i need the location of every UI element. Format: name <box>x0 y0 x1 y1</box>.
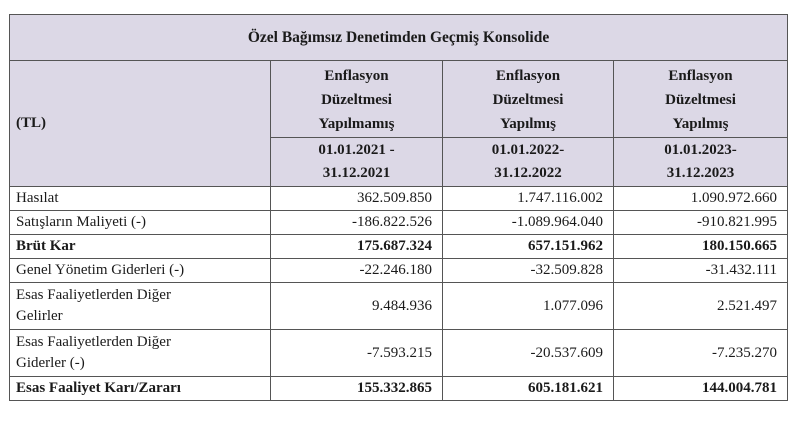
row-value: -31.432.111 <box>614 259 788 283</box>
table-row <box>10 259 788 283</box>
row-label-line: Genel Yönetim Giderleri (-) <box>16 262 185 278</box>
column-header-line: Düzeltmesi <box>492 92 564 108</box>
title-row <box>10 15 788 61</box>
row-value: 1.090.972.660 <box>614 187 788 211</box>
period-line: 01.01.2021 - <box>318 142 395 158</box>
row-label <box>10 235 271 259</box>
table-row <box>10 283 788 330</box>
column-header-line: Yapılmış <box>500 116 556 132</box>
row-value: 175.687.324 <box>271 235 443 259</box>
row-value: 657.151.962 <box>443 235 614 259</box>
period-2022 <box>443 138 614 187</box>
row-label-line: Satışların Maliyeti (-) <box>16 214 146 230</box>
column-header-2021 <box>271 61 443 138</box>
row-value: 180.150.665 <box>614 235 788 259</box>
table-row <box>10 187 788 211</box>
row-label <box>10 377 271 401</box>
table-row <box>10 211 788 235</box>
period-line: 31.12.2021 <box>322 165 391 181</box>
row-label-line: Hasılat <box>16 190 59 206</box>
row-label-line: Esas Faaliyet Karı/Zararı <box>16 380 181 396</box>
row-label <box>10 211 271 235</box>
row-value: -7.235.270 <box>614 330 788 377</box>
column-header-line: Yapılmamış <box>318 116 395 132</box>
column-header-line: Yapılmış <box>672 116 729 132</box>
row-value: -20.537.609 <box>443 330 614 377</box>
table-row <box>10 330 788 377</box>
period-line: 01.01.2022- <box>491 142 565 158</box>
column-header-2023 <box>614 61 788 138</box>
row-label-line: Gelirler <box>16 308 63 324</box>
row-value: 155.332.865 <box>271 377 443 401</box>
row-label-line: Giderler (-) <box>16 355 85 371</box>
period-line: 01.01.2023- <box>664 142 737 158</box>
column-header-line: Enflasyon <box>324 68 389 84</box>
column-header-row <box>10 61 788 138</box>
period-2023 <box>614 138 788 187</box>
row-value: -32.509.828 <box>443 259 614 283</box>
row-value: 605.181.621 <box>443 377 614 401</box>
row-value: 1.077.096 <box>443 283 614 330</box>
period-line: 31.12.2023 <box>666 165 735 181</box>
row-value: 362.509.850 <box>271 187 443 211</box>
row-value: -1.089.964.040 <box>443 211 614 235</box>
row-value: 2.521.497 <box>614 283 788 330</box>
column-header-2022 <box>443 61 614 138</box>
table-row <box>10 235 788 259</box>
column-header-line: Enflasyon <box>495 68 561 84</box>
row-label <box>10 330 271 377</box>
row-value: 144.004.781 <box>614 377 788 401</box>
table-title: Özel Bağımsız Denetimden Geçmiş Konsolide <box>10 15 788 61</box>
row-label <box>10 283 271 330</box>
income-statement-table <box>9 14 788 401</box>
row-label-line: Brüt Kar <box>16 238 76 254</box>
row-label <box>10 187 271 211</box>
column-header-line: Düzeltmesi <box>321 92 392 108</box>
row-value: 1.747.116.002 <box>443 187 614 211</box>
period-2021 <box>271 138 443 187</box>
row-value: 9.484.936 <box>271 283 443 330</box>
column-header-line: Enflasyon <box>668 68 733 84</box>
row-value: -186.822.526 <box>271 211 443 235</box>
period-line: 31.12.2022 <box>494 165 562 181</box>
table-body <box>10 187 788 401</box>
row-label-line: Esas Faaliyetlerden Diğer <box>16 334 171 350</box>
row-value: -7.593.215 <box>271 330 443 377</box>
row-value: -910.821.995 <box>614 211 788 235</box>
table-row <box>10 377 788 401</box>
unit-label: (TL) <box>10 61 271 187</box>
row-value: -22.246.180 <box>271 259 443 283</box>
column-header-line: Düzeltmesi <box>665 92 736 108</box>
row-label-line: Esas Faaliyetlerden Diğer <box>16 287 171 303</box>
row-label <box>10 259 271 283</box>
